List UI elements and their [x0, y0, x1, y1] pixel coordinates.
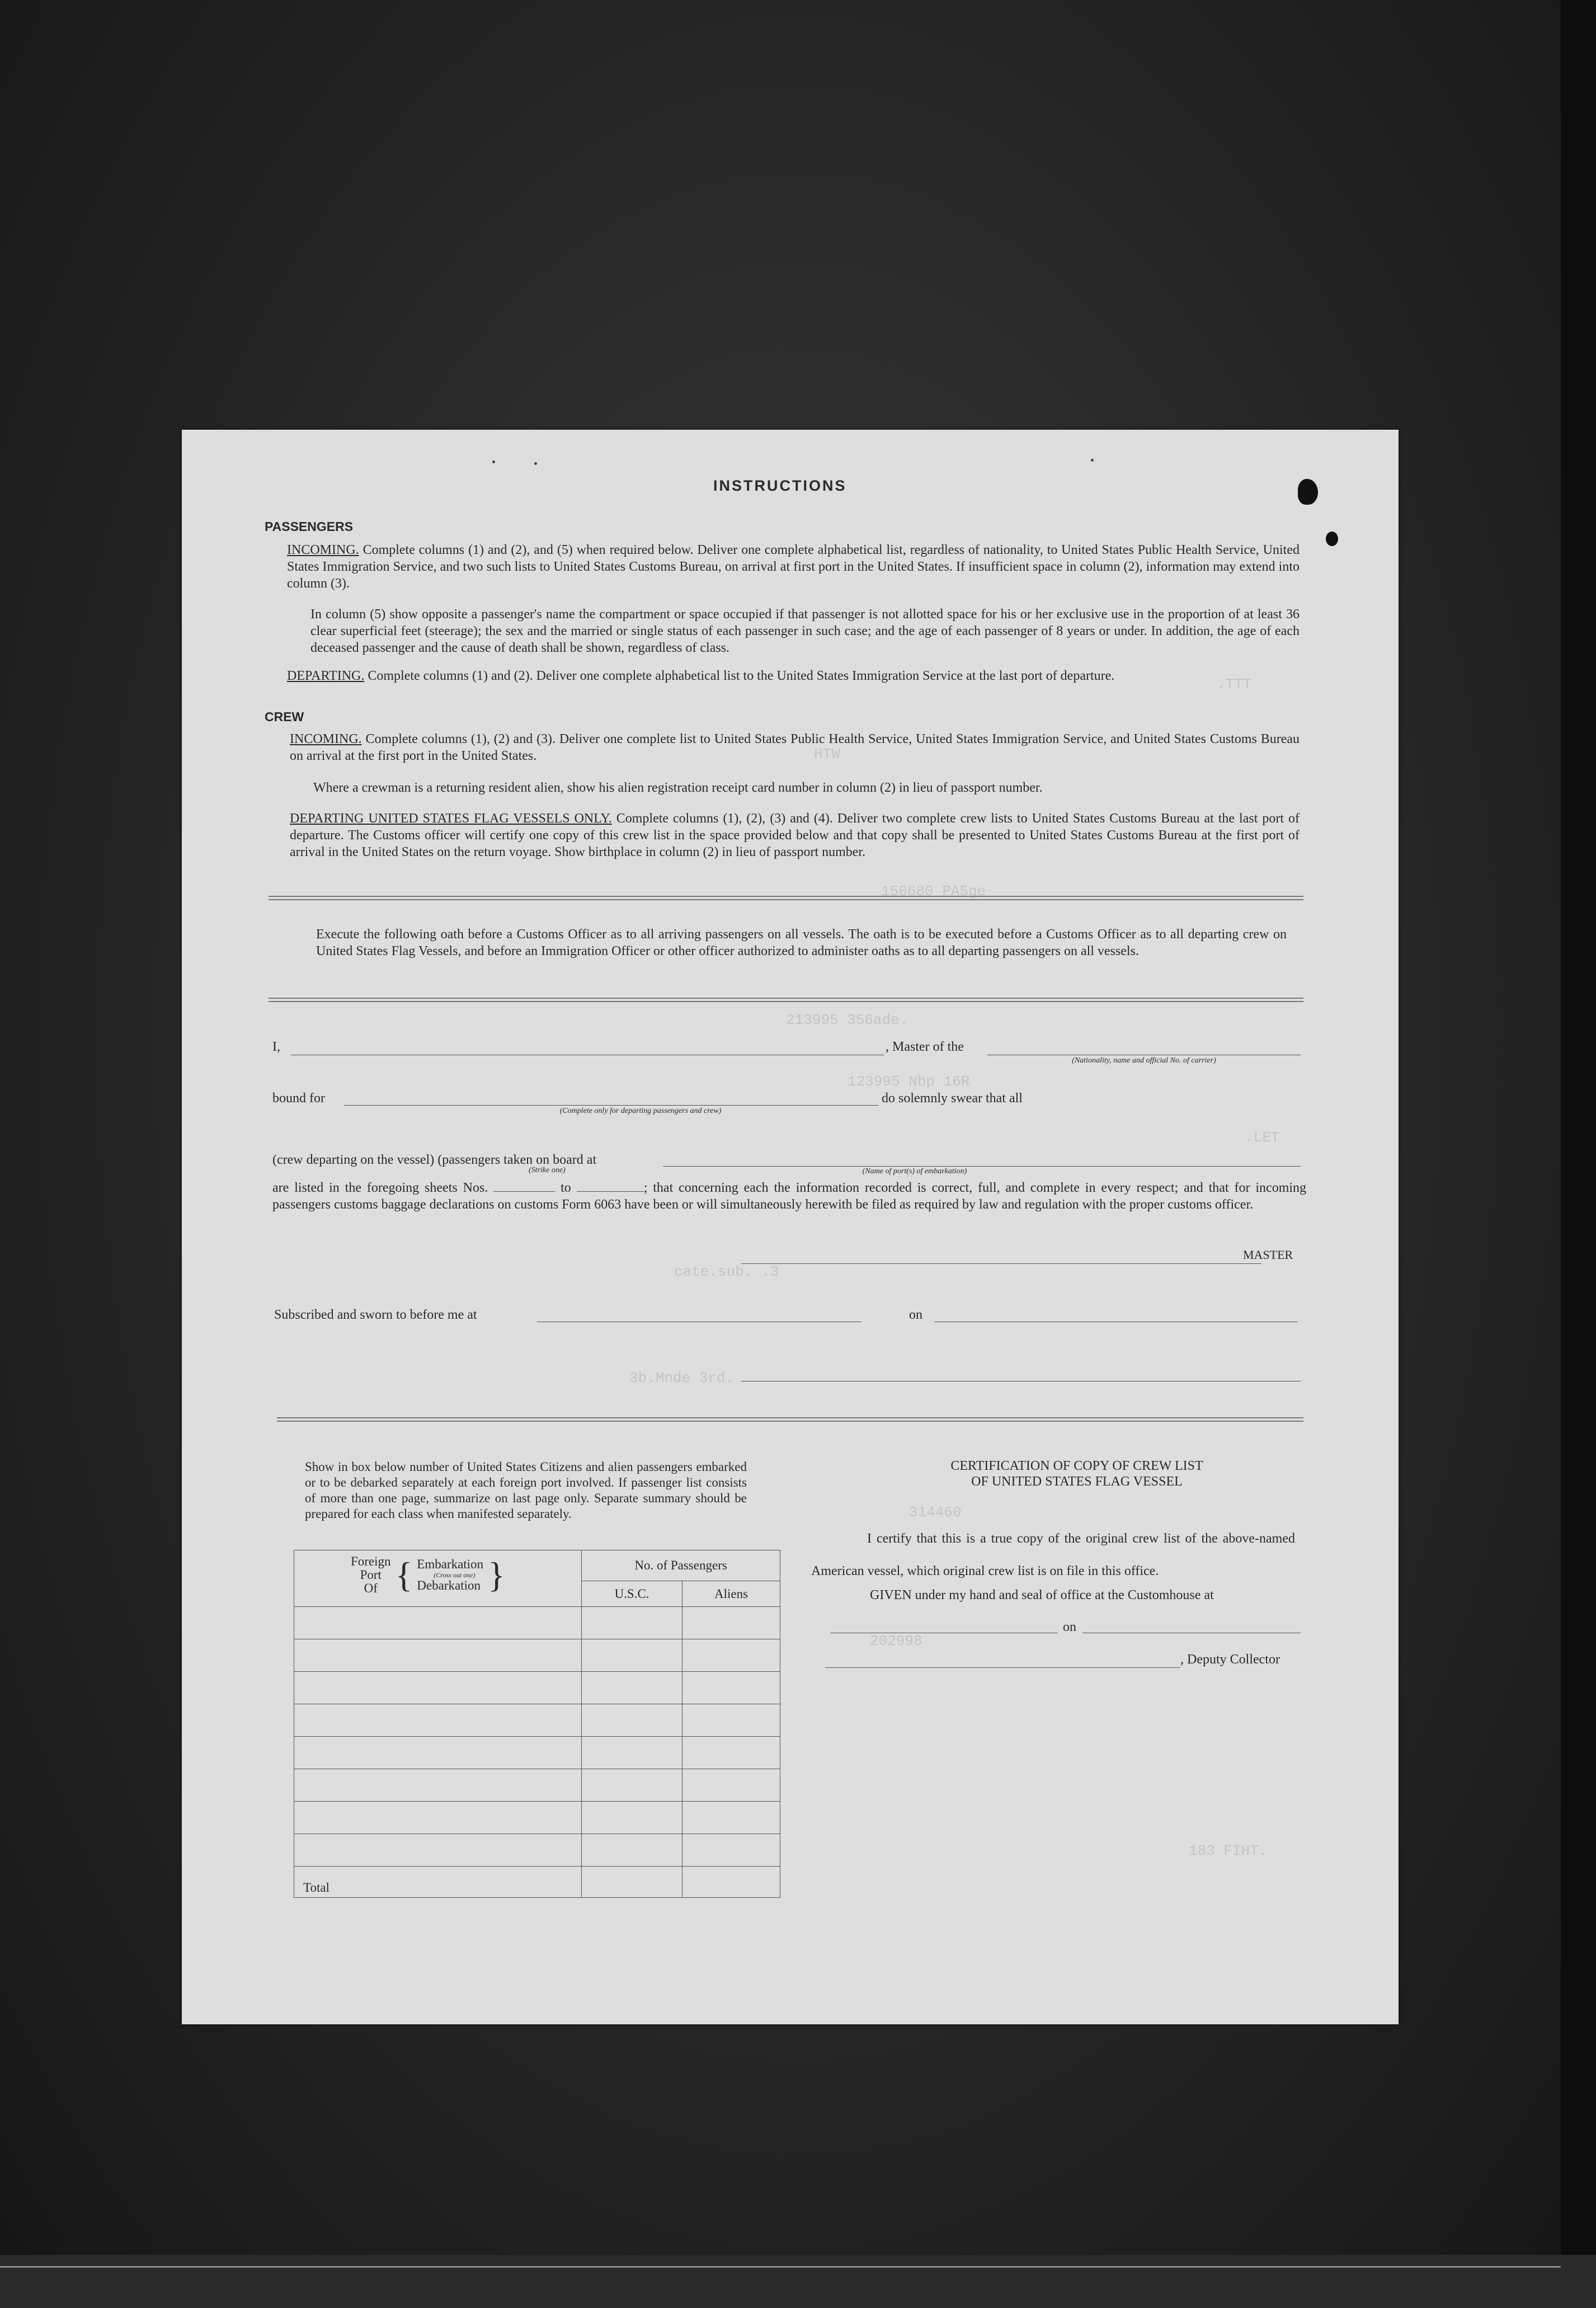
certification-title — [867, 1458, 1287, 1489]
certification-title-1: CERTIFICATION OF COPY OF CREW LIST — [950, 1459, 1203, 1473]
total-aliens[interactable] — [682, 1867, 780, 1898]
summary-row-aliens[interactable] — [682, 1607, 780, 1639]
passengers-column5-text: In column (5) show opposite a passenger's name the compartment or space occupied if that passenger is not allotted space for his or her exclusive use in the proportion of at least 36 clear superficial feet (steerage); the sex and the married or single status of each passenger in such case; and the age of each passenger of 8 years or under. In addition, the age of each deceased passenger and the cause of death shall be shown, regardless of class. — [310, 607, 1300, 655]
destination-field[interactable] — [344, 1105, 937, 1106]
passengers-incoming — [287, 542, 1300, 592]
summary-divider — [277, 1417, 1303, 1422]
debark-header: Debarkation — [417, 1578, 481, 1592]
summary-row-aliens[interactable] — [682, 1769, 780, 1802]
subscribed-on-label: on — [909, 1308, 922, 1322]
summary-row-port[interactable] — [294, 1639, 582, 1672]
brace-close: } — [488, 1555, 505, 1595]
deputy-signature-field[interactable] — [825, 1667, 1180, 1668]
summary-row-port[interactable] — [294, 1672, 582, 1704]
oath-crew-or-passengers: (crew departing on the vessel) (passengers taken on board at — [272, 1153, 597, 1167]
passengers-heading: PASSENGERS — [265, 519, 354, 534]
oath-swear: do solemnly swear that all — [878, 1090, 1023, 1107]
crew-incoming-label: INCOMING. — [290, 732, 362, 746]
sheet-from-field[interactable] — [493, 1180, 555, 1192]
crew-alien-text: Where a crewman is a returning resident alien, show his alien registration receipt card number in column (2) in lieu of passport number. — [313, 781, 1043, 795]
section-divider — [269, 896, 1303, 900]
summary-row-usc[interactable] — [582, 1672, 682, 1704]
scan-border-bottom — [0, 2255, 1596, 2308]
summary-row-usc[interactable] — [582, 1607, 682, 1639]
certification-title-2: OF UNITED STATES FLAG VESSEL — [971, 1474, 1183, 1489]
strike-caption: (Strike one) — [529, 1166, 566, 1174]
embark-header: Embarkation — [417, 1557, 484, 1571]
brace: { — [395, 1555, 413, 1595]
oath-listed-b: ; that concerning each the information recorded is correct, full, and complete in every respect; and that for incoming passengers customs baggage declarations on customs Form 6063 have been or will simultaneously herewith be filed as required by law and regulation with the proper customs officer. — [272, 1181, 1307, 1212]
instructions-title: INSTRUCTIONS — [713, 477, 847, 494]
port-header-foreign: Foreign — [351, 1554, 391, 1568]
master-label: MASTER — [1243, 1248, 1293, 1262]
aliens-header: Aliens — [682, 1581, 780, 1607]
summary-row-aliens[interactable] — [682, 1639, 780, 1672]
summary-row-port[interactable] — [294, 1607, 582, 1639]
crew-departing — [290, 810, 1300, 861]
summary-row-usc[interactable] — [582, 1834, 682, 1867]
summary-row-usc[interactable] — [582, 1737, 682, 1769]
total-row-label: Total — [294, 1867, 582, 1898]
summary-row-usc[interactable] — [582, 1769, 682, 1802]
scan-line — [0, 2266, 1561, 2268]
oath-i-label: I, — [272, 1040, 280, 1054]
summary-row-port[interactable] — [294, 1802, 582, 1834]
summary-row-usc[interactable] — [582, 1639, 682, 1672]
crew-incoming — [290, 731, 1300, 764]
oath-listed-a: are listed in the foregoing sheets Nos. — [272, 1181, 488, 1195]
passengers-count-header: No. of Passengers — [582, 1550, 780, 1581]
summary-row-aliens[interactable] — [682, 1737, 780, 1769]
cross-out-caption: (Cross out one) — [434, 1571, 475, 1579]
crew-heading: CREW — [265, 709, 304, 724]
oath-divider — [269, 998, 1303, 1002]
destination-caption: (Complete only for departing passengers and crew) — [559, 1107, 722, 1115]
summary-row-usc[interactable] — [582, 1704, 682, 1737]
deputy-collector-label: , Deputy Collector — [1180, 1652, 1280, 1667]
summary-row-aliens[interactable] — [682, 1672, 780, 1704]
summary-row-port[interactable] — [294, 1834, 582, 1867]
form-page: .TTT HTW 150680 PA5ge 213995 356ade. 123995 Nbp 16R .LET cate.sub. .3 3b.Mnde 3rd. 314460 202998 183 FIHT. INSTRUCTIONS PASSENGERS INCOMING. Complete columns (1) and (2), and (5) when required below. Deliver one complete alphabetical list, regardless of nationality, to United States Public Health Service, United States Immigration Service, and two such lists to United States Customs Bureau, on arrival at first port in the United States. If insufficient space in column (2), information may extend into column (3). In column (5) show opposite a passenger's name the compartment or space occupied if that passenger is not allotted space for his or her exclusive use in the proportion of at least 36 clear superficial feet (steerage); the sex and the married or single status of each passenger in such case; and the age of each passenger of 8 years or under. In addition, the age of each deceased passenger and the cause of death shall be shown, regardless of class. DEPARTING. Complete columns (1) and (2). Deliver one complete alphabetical list to the United States Immigration Service at the last port of departure. CREW INCOMING. Complete columns (1), (2) and (3). Deliver one complete list to United States Public Health Service, United States Immigration Service, and United States Customs Bureau on arrival at the first port in the United States. Where a crewman is a returning resident alien, show his alien registration receipt card number in column (2) in lieu of passport number. DEPARTING UNITED STATES FLAG VESSELS ONLY. Complete columns (1), (2), (3) and (4). Deliver two complete crew lists to United States Customs Bureau at the last port of departure. The Customs officer will certify one copy of this crew list in the space provided below and that copy shall be presented to United States Customs Bureau at the first port of arrival in the United States on the return voyage. Show birthplace in column (2) in lieu of passport number. Execute the following oath before a Customs Officer as to all arriving passengers on all vessels. The oath is to be executed before a Customs Officer as to all departing crew on United States Flag Vessels, and before an Immigration Officer or other officer authorized to administer oaths as to all departing passengers on all vessels. I, , Master of the (Nationality, name and official No. of carrier) bound for (Complete only for departing passengers and crew) do solemnly swear that all (crew departing on the vessel) (passengers taken on board at (Strike one) (Name of port(s) of embarkation) are listed in the foregoing sheets Nos. to ; that concerning each the information recorded is correct, full, and complete in every respect; and that for incoming passengers customs baggage declarations on customs Form 6063 have been or will simultaneously herewith be filed as required by law and regulation with the proper customs officer. MASTER Subscribed and sworn to before me at on Show in box below number of United States Citizens and alien passengers embarked or to be debarked separately at each foreign port involved. If passenger list consists of more than one page, summarize on last page only. Separate summary should be prepared for each class when manifested separately. Foreign Port Of { Embarkation (Cross out one) Debarkation } No. of Passengers U.S.C. Aliens Total CERTIFICATION OF COPY OF CREW LIST OF UNITED STATES FLAG VESSEL I certify that this is a true copy of the original crew list of the above-named American vessel, which original crew list is on file in this office. GIVEN under my hand and seal of office at the Customhouse at on , Deputy Collector — [182, 430, 1399, 2024]
carrier-caption: (Nationality, name and official No. of carrier) — [1072, 1056, 1216, 1065]
summary-row-port[interactable] — [294, 1704, 582, 1737]
total-usc[interactable] — [582, 1867, 682, 1898]
passengers-departing-text: Complete columns (1) and (2). Deliver one complete alphabetical list to the United States Immigration Service at the last port of departure. — [368, 669, 1115, 683]
oath-listed-to: to — [561, 1181, 571, 1195]
passengers-incoming-label: INCOMING. — [287, 543, 359, 557]
crew-incoming-text: Complete columns (1), (2) and (3). Deliver one complete list to United States Public Health Service, United States Immigration Service, and United States Customs Bureau on arrival at the first port in the United States. — [290, 732, 1300, 763]
summary-row-aliens[interactable] — [682, 1834, 780, 1867]
passengers-departing-label: DEPARTING. — [287, 669, 365, 683]
port-header-port: Port — [360, 1568, 382, 1582]
sheet-to-field[interactable] — [577, 1180, 644, 1192]
passengers-incoming-text: Complete columns (1) and (2), and (5) when required below. Deliver one complete alphabetical list, regardless of nationality, to United States Public Health Service, United States Immigration Service, and two such lists to United States Customs Bureau, on arrival at first port in the United States. If insufficient space in column (2), information may extend into column (3). — [287, 543, 1300, 591]
passenger-summary-table — [294, 1550, 780, 1898]
oath-intro: Execute the following oath before a Customs Officer as to all arriving passengers on all vessels. The oath is to be executed before a Customs Officer as to all departing crew on United States Flag Vessels, and before an Immigration Officer or other officer authorized to administer oaths as to all departing passengers on all vessels. — [316, 927, 1287, 958]
embarkation-port-field[interactable] — [663, 1166, 1301, 1167]
oath-listed — [272, 1179, 1306, 1213]
oath-subscribed: Subscribed and sworn to before me at — [274, 1308, 477, 1322]
ink-blot-small — [1326, 532, 1338, 546]
oath-master-of: , Master of the — [886, 1040, 964, 1054]
crew-departing-text: Complete columns (1), (2), (3) and (4). Deliver two complete crew lists to United States Customs Bureau at the last port of departure. The Customs officer will certify one copy of this crew list in the space provided below and that copy shall be presented to United States Customs Bureau at the first port of arrival in the United States on the return voyage. Show birthplace in column (2) in lieu of passport number. — [290, 811, 1300, 859]
certification-on-label: on — [1063, 1620, 1076, 1634]
oath-bound-for: bound for — [272, 1091, 325, 1106]
crew-departing-label: DEPARTING UNITED STATES FLAG VESSELS ONLY. — [290, 811, 612, 826]
port-caption: (Name of port(s) of embarkation) — [862, 1167, 967, 1176]
summary-row-usc[interactable] — [582, 1802, 682, 1834]
ink-blot — [1298, 479, 1318, 505]
summary-row-port[interactable] — [294, 1737, 582, 1769]
summary-instructions: Show in box below number of United States Citizens and alien passengers embarked or to be debarked separately at each foreign port involved. If passenger list consists of more than one page, summarize on last page only. Separate summary should be prepared for each class when manifested separately. — [305, 1460, 747, 1521]
passengers-departing — [287, 668, 1300, 684]
usc-header: U.S.C. — [582, 1581, 682, 1607]
summary-row-port[interactable] — [294, 1769, 582, 1802]
port-header — [294, 1550, 582, 1607]
summary-row-aliens[interactable] — [682, 1802, 780, 1834]
port-header-of: Of — [364, 1581, 378, 1595]
summary-row-aliens[interactable] — [682, 1704, 780, 1737]
master-signature-field[interactable] — [741, 1263, 1261, 1264]
certification-text: I certify that this is a true copy of the original crew list of the above-named American vessel, which original crew list is on file in this office. — [811, 1531, 1295, 1578]
certification-given: GIVEN under my hand and seal of office at the Customhouse at — [870, 1588, 1214, 1602]
scan-border-right — [1561, 0, 1596, 2308]
